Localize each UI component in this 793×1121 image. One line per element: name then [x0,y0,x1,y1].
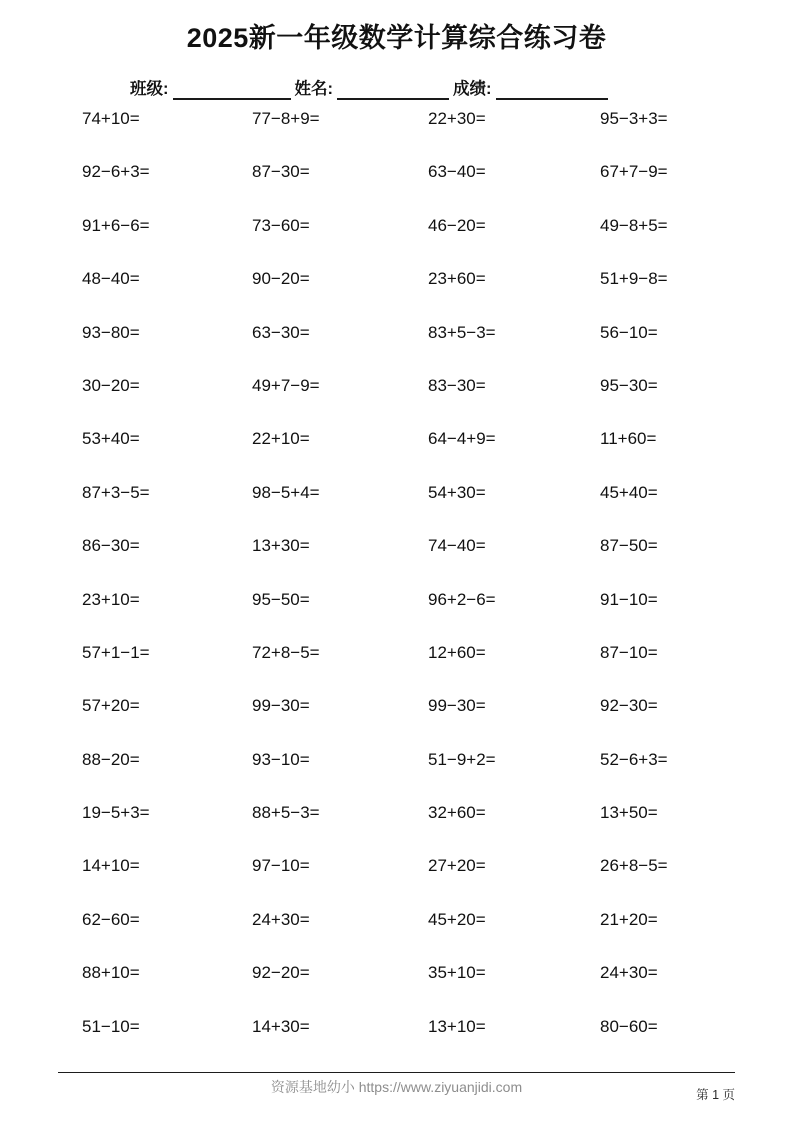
problem-row [0,587,793,640]
problem-item[interactable]: 92−6+3= [82,162,150,182]
problem-row [0,693,793,746]
problem-item[interactable]: 51−10= [82,1016,140,1036]
problem-item[interactable]: 26+8−5= [600,856,668,876]
problem-item[interactable]: 35+10= [428,963,486,983]
problem-row [0,159,793,212]
class-input-blank[interactable] [173,82,291,100]
problem-item[interactable]: 74−40= [428,536,486,556]
problem-item[interactable]: 92−20= [252,963,310,983]
footer-divider [58,1072,735,1073]
problem-item[interactable]: 24+30= [252,909,310,929]
problem-row [0,960,793,1013]
problem-item[interactable]: 30−20= [82,375,140,395]
problem-row [0,800,793,853]
problem-item[interactable]: 95−50= [252,589,310,609]
problem-row [0,907,793,960]
problem-row [0,106,793,159]
problem-item[interactable]: 64−4+9= [428,429,496,449]
class-label: 班级: [130,80,169,98]
problem-item[interactable]: 56−10= [600,322,658,342]
page-title: 2025新一年级数学计算综合练习卷 [186,23,607,53]
score-input-blank[interactable] [496,82,608,100]
problem-item[interactable]: 87−30= [252,162,310,182]
problem-item[interactable]: 57+1−1= [82,642,150,662]
problem-item[interactable]: 77−8+9= [252,109,320,128]
problem-item[interactable]: 49−8+5= [600,215,668,235]
problem-item[interactable]: 98−5+4= [252,482,320,502]
problem-item[interactable]: 13+30= [252,536,310,556]
problem-item[interactable]: 63−40= [428,162,486,182]
problem-row [0,533,793,586]
score-field [453,78,612,100]
problem-item[interactable]: 13+50= [600,803,658,823]
problem-item[interactable]: 23+10= [82,589,140,609]
problem-grid [0,106,793,1067]
problem-item[interactable]: 24+30= [600,963,658,983]
info-header [130,76,675,100]
problem-item[interactable]: 99−30= [252,696,310,716]
score-label: 成绩: [453,80,492,98]
problem-item[interactable]: 49+7−9= [252,375,320,395]
problem-item[interactable]: 48−40= [82,269,140,289]
name-field [295,78,454,100]
problem-item[interactable]: 14+30= [252,1016,310,1036]
problem-item[interactable]: 88−20= [82,749,140,769]
problem-item[interactable]: 97−10= [252,856,310,876]
page-number: 第 1 页 [696,1088,735,1102]
problem-item[interactable]: 63−30= [252,322,310,342]
class-field [130,78,295,100]
problem-item[interactable]: 90−20= [252,269,310,289]
problem-item[interactable]: 87−10= [600,642,658,662]
problem-item[interactable]: 91−10= [600,589,658,609]
problem-item[interactable]: 99−30= [428,696,486,716]
problem-row [0,480,793,533]
problem-item[interactable]: 32+60= [428,803,486,823]
problem-item[interactable]: 45+20= [428,909,486,929]
problem-item[interactable]: 83−30= [428,375,486,395]
problem-item[interactable]: 21+20= [600,909,658,929]
problem-row [0,426,793,479]
problem-item[interactable]: 12+60= [428,642,486,662]
problem-item[interactable]: 87−50= [600,536,658,556]
problem-item[interactable]: 57+20= [82,696,140,716]
footer-watermark: 资源基地幼小 https://www.ziyuanjidi.com [270,1079,523,1095]
problem-row [0,640,793,693]
problem-row [0,266,793,319]
problem-item[interactable]: 88+10= [82,963,140,983]
problem-item[interactable]: 46−20= [428,215,486,235]
problem-item[interactable]: 27+20= [428,856,486,876]
problem-item[interactable]: 11+60= [600,429,657,449]
problem-item[interactable]: 83+5−3= [428,322,496,342]
problem-item[interactable]: 45+40= [600,482,658,502]
problem-item[interactable]: 53+40= [82,429,140,449]
problem-item[interactable]: 54+30= [428,482,486,502]
problem-item[interactable]: 23+60= [428,269,486,289]
problem-item[interactable]: 73−60= [252,215,310,235]
problem-item[interactable]: 86−30= [82,536,140,556]
problem-item[interactable]: 51+9−8= [600,269,668,289]
problem-row [0,373,793,426]
name-input-blank[interactable] [337,82,449,100]
problem-item[interactable]: 88+5−3= [252,803,320,823]
problem-item[interactable]: 95−30= [600,375,658,395]
problem-row [0,1014,793,1067]
problem-item[interactable]: 93−10= [252,749,310,769]
problem-item[interactable]: 13+10= [428,1016,486,1036]
problem-item[interactable]: 74+10= [82,109,140,128]
problem-row [0,320,793,373]
problem-row [0,213,793,266]
problem-item[interactable]: 92−30= [600,696,658,716]
problem-item[interactable]: 14+10= [82,856,140,876]
problem-row [0,853,793,906]
name-label: 姓名: [294,80,333,98]
problem-item[interactable]: 87+3−5= [82,482,150,502]
problem-item[interactable]: 72+8−5= [252,642,320,662]
problem-item[interactable]: 52−6+3= [600,749,668,769]
problem-item[interactable]: 19−5+3= [82,803,150,823]
problem-item[interactable]: 22+30= [428,109,486,128]
problem-item[interactable]: 93−80= [82,322,140,342]
problem-item[interactable]: 67+7−9= [600,162,668,182]
problem-item[interactable]: 22+10= [252,429,310,449]
problem-item[interactable]: 62−60= [82,909,140,929]
problem-item[interactable]: 80−60= [600,1016,658,1036]
problem-row [0,747,793,800]
problem-item[interactable]: 96+2−6= [428,589,496,609]
problem-item[interactable]: 91+6−6= [82,215,150,235]
problem-item[interactable]: 51−9+2= [428,749,496,769]
problem-item[interactable]: 95−3+3= [600,109,668,128]
